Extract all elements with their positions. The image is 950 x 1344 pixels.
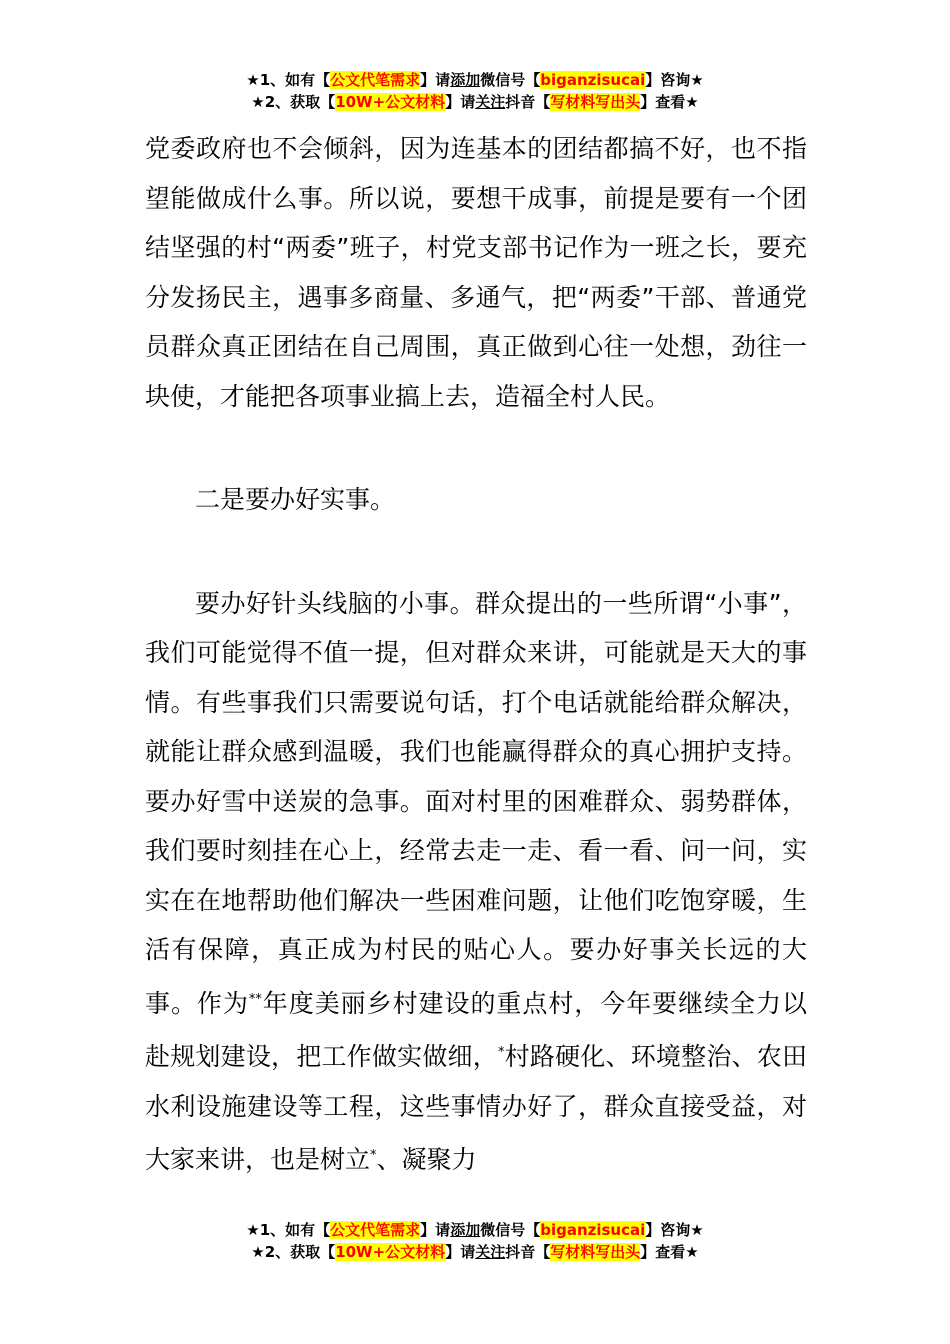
promo-text: ★2、获取【 xyxy=(251,93,336,111)
promo-underlined-text: 添加 xyxy=(450,1221,481,1239)
promo-text: ★1、如有【 xyxy=(246,71,331,89)
promo-text: ★1、如有【 xyxy=(246,1221,331,1239)
promo-highlight: 公文代笔需求 xyxy=(330,1221,421,1239)
paragraph-practical-matters xyxy=(145,579,807,1185)
paragraph-text: 、凝聚力 xyxy=(376,1145,477,1174)
promo-text: 】查看★ xyxy=(640,1243,699,1261)
promo-wechat-id: biganzisucai xyxy=(540,1221,646,1239)
document-body xyxy=(145,124,807,1185)
promo-underlined-text: 添加 xyxy=(450,71,481,89)
masked-text: ** xyxy=(248,991,262,1007)
promo-text: 】咨询★ xyxy=(645,1221,704,1239)
section-heading-practical-matters: 二是要办好实事。 xyxy=(195,485,396,514)
promo-line-2 xyxy=(0,1241,950,1263)
paragraph-spacer xyxy=(145,525,807,579)
header-promo-banner xyxy=(0,69,950,113)
paragraph-unity: 党委政府也不会倾斜，因为连基本的团结都搞不好，也不指望能做成什么事。所以说，要想干成事，前提是要有一个团结坚强的村“两委”班子，村党支部书记作为一班之长，要充分发扬民主，遇事多商量、多通气，把“两委”干部、普通党员群众真正团结在自己周围，真正做到心往一处想，劲往一块使，才能把各项事业搞上去，造福全村人民。 xyxy=(145,134,807,411)
promo-douyin-id: 写材料写出头 xyxy=(550,1243,641,1261)
promo-highlight: 10W+公文材料 xyxy=(335,93,446,111)
promo-line-1 xyxy=(0,69,950,91)
promo-text: 抖音【 xyxy=(505,93,551,111)
promo-text: 】请 xyxy=(420,1221,451,1239)
promo-highlight: 公文代笔需求 xyxy=(330,71,421,89)
promo-underlined-text: 关注 xyxy=(475,93,506,111)
masked-text: * xyxy=(370,1148,377,1163)
footer-promo-banner xyxy=(0,1219,950,1263)
promo-line-2 xyxy=(0,91,950,113)
paragraph-text: 要办好针头线脑的小事。群众提出的一些所谓“小事”，我们可能觉得不值一提，但对群众来讲，可能就是天大的事情。有些事我们只需要说句话，打个电话就能给群众解决，就能让群众感到温暖，我们也能赢得群众的真心拥护支持。要办好雪中送炭的急事。面对村里的困难群众、弱势群体，我们要时刻挂在心上，经常去走一走、看一看、问一问，实实在在地帮助他们解决一些困难问题，让他们吃饱穿暖，生活有保障，真正成为村民的贴心人。要办好事关长远的大事。作为 xyxy=(145,588,807,1018)
promo-wechat-id: biganzisucai xyxy=(540,71,646,89)
promo-underlined-text: 关注 xyxy=(475,1243,506,1261)
promo-text: 抖音【 xyxy=(505,1243,551,1261)
masked-text: * xyxy=(497,1045,505,1060)
promo-text: 】咨询★ xyxy=(645,71,704,89)
promo-text: ★2、获取【 xyxy=(251,1243,336,1261)
promo-text: 】查看★ xyxy=(640,93,699,111)
promo-text: 】请 xyxy=(445,93,476,111)
promo-line-1 xyxy=(0,1219,950,1241)
promo-text: 微信号【 xyxy=(480,71,541,89)
promo-text: 】请 xyxy=(420,71,451,89)
promo-highlight: 10W+公文材料 xyxy=(335,1243,446,1261)
promo-douyin-id: 写材料写出头 xyxy=(550,93,641,111)
promo-text: 】请 xyxy=(445,1243,476,1261)
promo-text: 微信号【 xyxy=(480,1221,541,1239)
paragraph-text: 村路硬化、环境整治、农田水利设施建设等工程，这些事情办好了，群众直接受益，对大家来讲，也是树立 xyxy=(145,1042,807,1174)
paragraph-text: 年度美丽乡村建设的重点村，今年要继续全力以赴规划建设，把工作做实做细， xyxy=(145,988,807,1071)
paragraph-spacer xyxy=(145,421,807,475)
